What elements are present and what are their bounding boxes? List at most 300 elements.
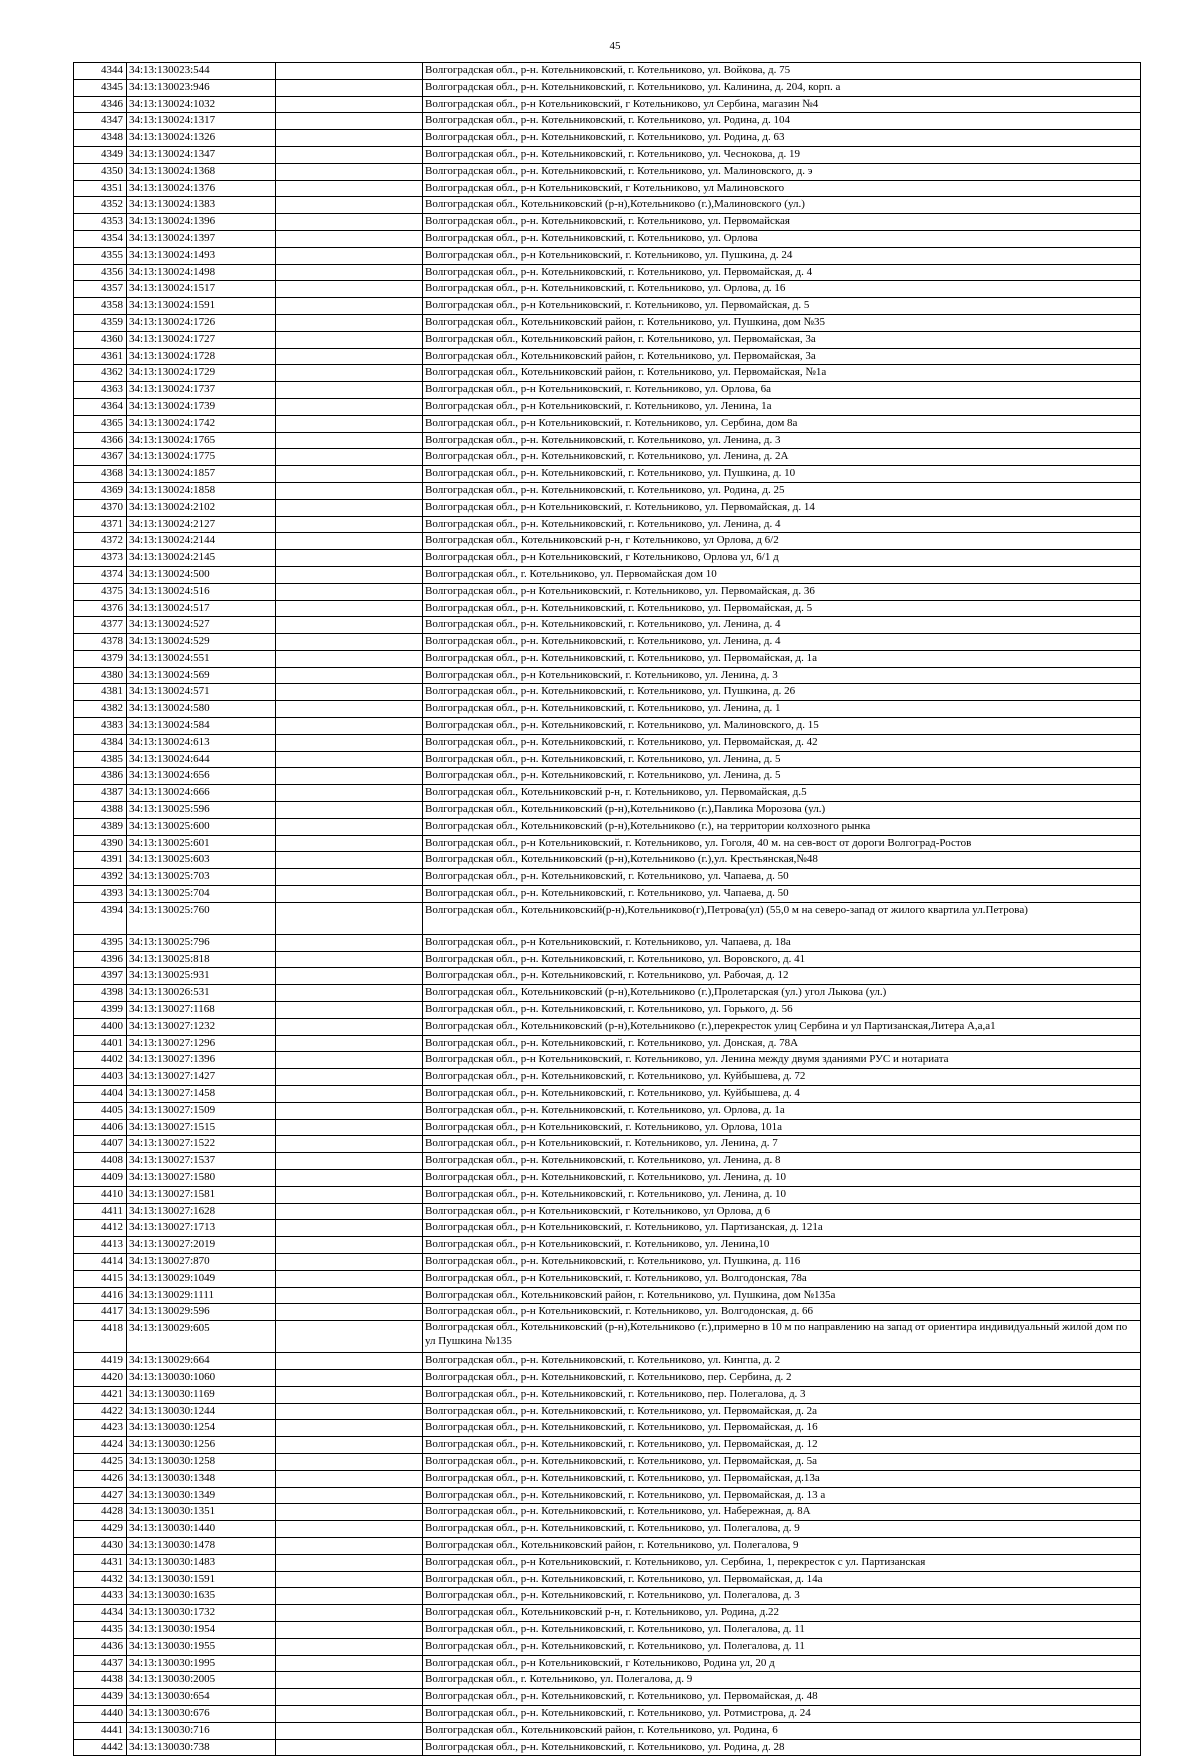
- cadastral-number: 34:13:130024:644: [127, 752, 276, 768]
- row-number: 4363: [73, 382, 127, 398]
- row-number: 4367: [73, 449, 127, 465]
- cadastral-number: 34:13:130030:1254: [127, 1420, 276, 1436]
- table-row: [73, 1555, 1141, 1572]
- address: Волгоградская обл., р-н Котельниковский, г. Котельниково, ул. Ленина,10: [423, 1237, 1141, 1253]
- cadastral-number: 34:13:130027:1581: [127, 1187, 276, 1203]
- table-row: [73, 1136, 1141, 1153]
- row-number: 4360: [73, 332, 127, 348]
- address: Волгоградская обл., р-н Котельниковский, г Котельниково, Орлова ул, 6/1 д: [423, 550, 1141, 566]
- row-number: 4368: [73, 466, 127, 482]
- empty-cell: [276, 1002, 423, 1018]
- address: Волгоградская обл., р-н Котельниковский, г. Котельниково, ул. Орлова, 101а: [423, 1120, 1141, 1136]
- address: Волгоградская обл., Котельниковский р-н, г. Котельниково, ул. Первомайская, д.5: [423, 785, 1141, 801]
- cadastral-number: 34:13:130024:529: [127, 634, 276, 650]
- table-row: [73, 1288, 1141, 1305]
- empty-cell: [276, 968, 423, 984]
- row-number: 4397: [73, 968, 127, 984]
- address: Волгоградская обл., р-н Котельниковский, г. Котельниково, ул. Ленина, 1а: [423, 399, 1141, 415]
- table-row: [73, 1052, 1141, 1069]
- address: Волгоградская обл., Котельниковский (р-н),Котельниково (г.),примерно в 10 м по направлению на запад от ориентира индивидуальный жилой дом по ул Пушкина №135: [423, 1321, 1141, 1352]
- empty-cell: [276, 382, 423, 398]
- address: Волгоградская обл., р-н. Котельниковский, г. Котельниково, ул. Донская, д. 78А: [423, 1036, 1141, 1052]
- cadastral-number: 34:13:130024:2144: [127, 533, 276, 549]
- cadastral-number: 34:13:130030:1635: [127, 1588, 276, 1604]
- table-row: [73, 1271, 1141, 1288]
- cadastral-number: 34:13:130024:666: [127, 785, 276, 801]
- table-row: [73, 147, 1141, 164]
- row-number: 4359: [73, 315, 127, 331]
- cadastral-number: 34:13:130024:1737: [127, 382, 276, 398]
- cadastral-number: 34:13:130025:596: [127, 802, 276, 818]
- cadastral-number: 34:13:130030:1348: [127, 1471, 276, 1487]
- cadastral-number: 34:13:130024:517: [127, 601, 276, 617]
- cadastral-number: 34:13:130024:1739: [127, 399, 276, 415]
- address: Волгоградская обл., р-н. Котельниковский, г. Котельниково, ул. Первомайская, д.13а: [423, 1471, 1141, 1487]
- cadastral-number: 34:13:130030:2005: [127, 1672, 276, 1688]
- address: Волгоградская обл., Котельниковский р-н, г. Котельниково, ул. Родина, д.22: [423, 1605, 1141, 1621]
- empty-cell: [276, 1622, 423, 1638]
- row-number: 4405: [73, 1103, 127, 1119]
- address: Волгоградская обл., Котельниковский (р-н),Котельниково (г.),перекресток улиц Сербина и ул Партизанская,Литера А,а,а1: [423, 1019, 1141, 1035]
- table-row: [73, 517, 1141, 534]
- table-row: [73, 281, 1141, 298]
- table-row: [73, 1170, 1141, 1187]
- cadastral-number: 34:13:130024:569: [127, 668, 276, 684]
- property-table: [73, 62, 1141, 1756]
- row-number: 4414: [73, 1254, 127, 1270]
- row-number: 4411: [73, 1204, 127, 1220]
- empty-cell: [276, 935, 423, 951]
- cadastral-number: 34:13:130030:1995: [127, 1656, 276, 1672]
- address: Волгоградская обл., р-н. Котельниковский, г. Котельниково, ул. Первомайская, д. 4: [423, 265, 1141, 281]
- address: Волгоградская обл., р-н. Котельниковский, г. Котельниково, ул. Первомайская, д. 48: [423, 1689, 1141, 1705]
- empty-cell: [276, 886, 423, 902]
- address: Волгоградская обл., р-н. Котельниковский, г. Котельниково, ул. Первомайская, д. 16: [423, 1420, 1141, 1436]
- empty-cell: [276, 1288, 423, 1304]
- table-row: [73, 852, 1141, 869]
- empty-cell: [276, 1204, 423, 1220]
- empty-cell: [276, 1404, 423, 1420]
- table-row: [73, 483, 1141, 500]
- row-number: 4385: [73, 752, 127, 768]
- cadastral-number: 34:13:130027:2019: [127, 1237, 276, 1253]
- row-number: 4425: [73, 1454, 127, 1470]
- table-row: [73, 584, 1141, 601]
- empty-cell: [276, 634, 423, 650]
- table-row: [73, 399, 1141, 416]
- address: Волгоградская обл., р-н. Котельниковский, г. Котельниково, ул. Ленина, д. 4: [423, 634, 1141, 650]
- table-row: [73, 668, 1141, 685]
- address: Волгоградская обл., г. Котельниково, ул. Первомайская дом 10: [423, 567, 1141, 583]
- empty-cell: [276, 113, 423, 129]
- row-number: 4426: [73, 1471, 127, 1487]
- page-number: 45: [0, 40, 1200, 52]
- table-row: [73, 1002, 1141, 1019]
- empty-cell: [276, 265, 423, 281]
- cadastral-number: 34:13:130027:870: [127, 1254, 276, 1270]
- empty-cell: [276, 231, 423, 247]
- cadastral-number: 34:13:130024:2102: [127, 500, 276, 516]
- address: Волгоградская обл., р-н. Котельниковский, г. Котельниково, ул. Орлова: [423, 231, 1141, 247]
- empty-cell: [276, 399, 423, 415]
- cadastral-number: 34:13:130024:2127: [127, 517, 276, 533]
- address: Волгоградская обл., Котельниковский (р-н),Котельниково (г.),Пролетарская (ул.) угол Лыкова (ул.): [423, 985, 1141, 1001]
- empty-cell: [276, 197, 423, 213]
- cadastral-number: 34:13:130024:1726: [127, 315, 276, 331]
- empty-cell: [276, 819, 423, 835]
- empty-cell: [276, 1370, 423, 1386]
- empty-cell: [276, 1437, 423, 1453]
- cadastral-number: 34:13:130030:1244: [127, 1404, 276, 1420]
- empty-cell: [276, 1387, 423, 1403]
- cadastral-number: 34:13:130024:1397: [127, 231, 276, 247]
- table-row: [73, 617, 1141, 634]
- table-row: [73, 684, 1141, 701]
- row-number: 4440: [73, 1706, 127, 1722]
- table-row: [73, 1538, 1141, 1555]
- row-number: 4393: [73, 886, 127, 902]
- row-number: 4372: [73, 533, 127, 549]
- empty-cell: [276, 1353, 423, 1369]
- empty-cell: [276, 365, 423, 381]
- row-number: 4412: [73, 1220, 127, 1236]
- address: Волгоградская обл., р-н. Котельниковский, г. Котельниково, ул. Ленина, д. 4: [423, 517, 1141, 533]
- cadastral-number: 34:13:130024:1376: [127, 181, 276, 197]
- table-row: [73, 1437, 1141, 1454]
- row-number: 4442: [73, 1740, 127, 1756]
- row-number: 4401: [73, 1036, 127, 1052]
- empty-cell: [276, 651, 423, 667]
- row-number: 4429: [73, 1521, 127, 1537]
- cadastral-number: 34:13:130030:1440: [127, 1521, 276, 1537]
- empty-cell: [276, 449, 423, 465]
- row-number: 4416: [73, 1288, 127, 1304]
- cadastral-number: 34:13:130025:931: [127, 968, 276, 984]
- empty-cell: [276, 1639, 423, 1655]
- address: Волгоградская обл., Котельниковский район, г. Котельниково, ул. Полегалова, 9: [423, 1538, 1141, 1554]
- address: Волгоградская обл., Котельниковский (р-н),Котельниково (г.),Малиновского (ул.): [423, 197, 1141, 213]
- cadastral-number: 34:13:130023:544: [127, 63, 276, 79]
- table-row: [73, 819, 1141, 836]
- table-row: [73, 1036, 1141, 1053]
- cadastral-number: 34:13:130025:760: [127, 903, 276, 934]
- address: Волгоградская обл., р-н Котельниковский, г. Котельниково, ул. Ленина, д. 7: [423, 1136, 1141, 1152]
- table-row: [73, 449, 1141, 466]
- empty-cell: [276, 718, 423, 734]
- row-number: 4374: [73, 567, 127, 583]
- empty-cell: [276, 1740, 423, 1756]
- row-number: 4355: [73, 248, 127, 264]
- address: Волгоградская обл., р-н. Котельниковский, г. Котельниково, ул. Пушкина, д. 10: [423, 466, 1141, 482]
- empty-cell: [276, 1420, 423, 1436]
- empty-cell: [276, 416, 423, 432]
- address: Волгоградская обл., Котельниковский район, г. Котельниково, ул. Родина, 6: [423, 1723, 1141, 1739]
- address: Волгоградская обл., р-н. Котельниковский, г. Котельниково, ул. Первомайская, д. 13 а: [423, 1488, 1141, 1504]
- address: Волгоградская обл., Котельниковский район, г. Котельниково, ул. Первомайская, 3а: [423, 349, 1141, 365]
- table-row: [73, 164, 1141, 181]
- table-row: [73, 1387, 1141, 1404]
- empty-cell: [276, 533, 423, 549]
- cadastral-number: 34:13:130027:1515: [127, 1120, 276, 1136]
- row-number: 4365: [73, 416, 127, 432]
- address: Волгоградская обл., р-н. Котельниковский, г. Котельниково, ул. Первомайская, д. 14а: [423, 1572, 1141, 1588]
- table-row: [73, 1204, 1141, 1221]
- address: Волгоградская обл., р-н. Котельниковский, г. Котельниково, ул. Ленина, д. 2А: [423, 449, 1141, 465]
- cadastral-number: 34:13:130024:1317: [127, 113, 276, 129]
- row-number: 4370: [73, 500, 127, 516]
- row-number: 4409: [73, 1170, 127, 1186]
- cadastral-number: 34:13:130029:1049: [127, 1271, 276, 1287]
- table-row: [73, 298, 1141, 315]
- table-row: [73, 651, 1141, 668]
- row-number: 4349: [73, 147, 127, 163]
- empty-cell: [276, 1052, 423, 1068]
- row-number: 4392: [73, 869, 127, 885]
- table-row: [73, 1220, 1141, 1237]
- address: Волгоградская обл., р-н. Котельниковский, г. Котельниково, ул. Ленина, д. 1: [423, 701, 1141, 717]
- table-row: [73, 416, 1141, 433]
- row-number: 4410: [73, 1187, 127, 1203]
- cadastral-number: 34:13:130024:656: [127, 768, 276, 784]
- cadastral-number: 34:13:130024:1493: [127, 248, 276, 264]
- row-number: 4371: [73, 517, 127, 533]
- cadastral-number: 34:13:130024:1728: [127, 349, 276, 365]
- row-number: 4400: [73, 1019, 127, 1035]
- address: Волгоградская обл., Котельниковский район, г. Котельниково, ул. Первомайская, №1а: [423, 365, 1141, 381]
- row-number: 4419: [73, 1353, 127, 1369]
- row-number: 4373: [73, 550, 127, 566]
- table-row: [73, 550, 1141, 567]
- empty-cell: [276, 735, 423, 751]
- table-row: [73, 382, 1141, 399]
- table-row: [73, 1019, 1141, 1036]
- row-number: 4395: [73, 935, 127, 951]
- empty-cell: [276, 80, 423, 96]
- empty-cell: [276, 1504, 423, 1520]
- empty-cell: [276, 668, 423, 684]
- row-number: 4439: [73, 1689, 127, 1705]
- address: Волгоградская обл., р-н. Котельниковский, г. Котельниково, ул. Войкова, д. 75: [423, 63, 1141, 79]
- row-number: 4389: [73, 819, 127, 835]
- empty-cell: [276, 349, 423, 365]
- table-row: [73, 1420, 1141, 1437]
- cadastral-number: 34:13:130025:704: [127, 886, 276, 902]
- address: Волгоградская обл., р-н. Котельниковский, г. Котельниково, ул. Чапаева, д. 50: [423, 886, 1141, 902]
- address: Волгоградская обл., р-н. Котельниковский, г. Котельниково, ул. Полегалова, д. 11: [423, 1622, 1141, 1638]
- row-number: 4348: [73, 130, 127, 146]
- row-number: 4399: [73, 1002, 127, 1018]
- address: Волгоградская обл., р-н. Котельниковский, г. Котельниково, ул. Горького, д. 56: [423, 1002, 1141, 1018]
- cadastral-number: 34:13:130027:1232: [127, 1019, 276, 1035]
- table-row: [73, 802, 1141, 819]
- cadastral-number: 34:13:130024:584: [127, 718, 276, 734]
- row-number: 4384: [73, 735, 127, 751]
- empty-cell: [276, 1321, 423, 1352]
- table-row: [73, 601, 1141, 618]
- table-row: [73, 735, 1141, 752]
- row-number: 4434: [73, 1605, 127, 1621]
- cadastral-number: 34:13:130027:1580: [127, 1170, 276, 1186]
- table-row: [73, 1471, 1141, 1488]
- cadastral-number: 34:13:130024:1326: [127, 130, 276, 146]
- table-row: [73, 365, 1141, 382]
- address: Волгоградская обл., р-н. Котельниковский, г. Котельниково, ул. Первомайская, д. 2а: [423, 1404, 1141, 1420]
- address: Волгоградская обл., р-н. Котельниковский, г. Котельниково, ул. Полегалова, д. 3: [423, 1588, 1141, 1604]
- empty-cell: [276, 952, 423, 968]
- address: Волгоградская обл., Котельниковский (р-н),Котельниково (г.),Павлика Морозова (ул.): [423, 802, 1141, 818]
- row-number: 4388: [73, 802, 127, 818]
- address: Волгоградская обл., Котельниковский р-н, г Котельниково, ул Орлова, д 6/2: [423, 533, 1141, 549]
- cadastral-number: 34:13:130024:2145: [127, 550, 276, 566]
- table-row: [73, 935, 1141, 952]
- cadastral-number: 34:13:130025:703: [127, 869, 276, 885]
- address: Волгоградская обл., Котельниковский(р-н),Котельниково(г),Петрова(ул) (55,0 м на северо-запад от жилого квартила ул.Петрова): [423, 903, 1141, 934]
- address: Волгоградская обл., р-н. Котельниковский, г. Котельниково, ул. Ленина, д. 10: [423, 1187, 1141, 1203]
- row-number: 4376: [73, 601, 127, 617]
- cadastral-number: 34:13:130024:1742: [127, 416, 276, 432]
- empty-cell: [276, 684, 423, 700]
- empty-cell: [276, 1069, 423, 1085]
- row-number: 4431: [73, 1555, 127, 1571]
- table-row: [73, 1120, 1141, 1137]
- cadastral-number: 34:13:130024:1765: [127, 433, 276, 449]
- address: Волгоградская обл., р-н. Котельниковский, г. Котельниково, ул. Куйбышева, д. 72: [423, 1069, 1141, 1085]
- address: Волгоградская обл., р-н Котельниковский, г. Котельниково, ул. Пушкина, д. 24: [423, 248, 1141, 264]
- cadastral-number: 34:13:130027:1396: [127, 1052, 276, 1068]
- address: Волгоградская обл., р-н. Котельниковский, г. Котельниково, ул. Малиновского, д. э: [423, 164, 1141, 180]
- address: Волгоградская обл., р-н. Котельниковский, г. Котельниково, ул. Родина, д. 28: [423, 1740, 1141, 1756]
- empty-cell: [276, 601, 423, 617]
- row-number: 4357: [73, 281, 127, 297]
- cadastral-number: 34:13:130027:1296: [127, 1036, 276, 1052]
- cadastral-number: 34:13:130025:601: [127, 836, 276, 852]
- address: Волгоградская обл., Котельниковский район, г. Котельниково, ул. Пушкина, дом №35: [423, 315, 1141, 331]
- cadastral-number: 34:13:130024:1775: [127, 449, 276, 465]
- row-number: 4377: [73, 617, 127, 633]
- address: Волгоградская обл., р-н Котельниковский, г. Котельниково, ул. Волгодонская, д. 66: [423, 1304, 1141, 1320]
- row-number: 4394: [73, 903, 127, 934]
- cadastral-number: 34:13:130030:1060: [127, 1370, 276, 1386]
- row-number: 4406: [73, 1120, 127, 1136]
- cadastral-number: 34:13:130029:1111: [127, 1288, 276, 1304]
- cadastral-number: 34:13:130030:1169: [127, 1387, 276, 1403]
- address: Волгоградская обл., р-н. Котельниковский, г. Котельниково, ул. Чеснокова, д. 19: [423, 147, 1141, 163]
- address: Волгоградская обл., р-н Котельниковский, г. Котельниково, ул. Первомайская, д. 36: [423, 584, 1141, 600]
- row-number: 4380: [73, 668, 127, 684]
- address: Волгоградская обл., р-н. Котельниковский, г. Котельниково, ул. Родина, д. 25: [423, 483, 1141, 499]
- address: Волгоградская обл., р-н. Котельниковский, г. Котельниково, ул. Полегалова, д. 9: [423, 1521, 1141, 1537]
- row-number: 4441: [73, 1723, 127, 1739]
- address: Волгоградская обл., р-н. Котельниковский, г. Котельниково, ул. Ленина, д. 8: [423, 1153, 1141, 1169]
- address: Волгоградская обл., р-н. Котельниковский, г. Котельниково, ул. Ленина, д. 10: [423, 1170, 1141, 1186]
- cadastral-number: 34:13:130027:1458: [127, 1086, 276, 1102]
- table-row: [73, 952, 1141, 969]
- table-row: [73, 1321, 1141, 1353]
- row-number: 4347: [73, 113, 127, 129]
- table-row: [73, 1237, 1141, 1254]
- table-row: [73, 332, 1141, 349]
- table-row: [73, 1086, 1141, 1103]
- address: Волгоградская обл., р-н. Котельниковский, г. Котельниково, ул. Пушкина, д. 26: [423, 684, 1141, 700]
- empty-cell: [276, 281, 423, 297]
- empty-cell: [276, 785, 423, 801]
- table-row: [73, 533, 1141, 550]
- address: Волгоградская обл., Котельниковский (р-н),Котельниково (г.), на территории колхозного рынка: [423, 819, 1141, 835]
- address: Волгоградская обл., р-н Котельниковский, г. Котельниково, ул. Орлова, 6а: [423, 382, 1141, 398]
- address: Волгоградская обл., р-н. Котельниковский, г. Котельниково, ул. Орлова, д. 1а: [423, 1103, 1141, 1119]
- address: Волгоградская обл., р-н. Котельниковский, г. Котельниково, пер. Полегалова, д. 3: [423, 1387, 1141, 1403]
- empty-cell: [276, 1706, 423, 1722]
- address: Волгоградская обл., Котельниковский район, г. Котельниково, ул. Пушкина, дом №135а: [423, 1288, 1141, 1304]
- cadastral-number: 34:13:130024:580: [127, 701, 276, 717]
- table-row: [73, 214, 1141, 231]
- table-row: [73, 836, 1141, 853]
- row-number: 4421: [73, 1387, 127, 1403]
- cadastral-number: 34:13:130030:1483: [127, 1555, 276, 1571]
- cadastral-number: 34:13:130027:1509: [127, 1103, 276, 1119]
- cadastral-number: 34:13:130027:1522: [127, 1136, 276, 1152]
- empty-cell: [276, 147, 423, 163]
- cadastral-number: 34:13:130024:551: [127, 651, 276, 667]
- empty-cell: [276, 869, 423, 885]
- table-row: [73, 985, 1141, 1002]
- table-row: [73, 1740, 1141, 1756]
- address: Волгоградская обл., р-н Котельниковский, г Котельниково, ул Малиновского: [423, 181, 1141, 197]
- cadastral-number: 34:13:130030:1954: [127, 1622, 276, 1638]
- empty-cell: [276, 1689, 423, 1705]
- empty-cell: [276, 466, 423, 482]
- cadastral-number: 34:13:130024:527: [127, 617, 276, 633]
- table-row: [73, 1689, 1141, 1706]
- address: Волгоградская обл., р-н. Котельниковский, г. Котельниково, ул. Пушкина, д. 116: [423, 1254, 1141, 1270]
- cadastral-number: 34:13:130024:1591: [127, 298, 276, 314]
- row-number: 4386: [73, 768, 127, 784]
- address: Волгоградская обл., р-н. Котельниковский, г. Котельниково, ул. Куйбышева, д. 4: [423, 1086, 1141, 1102]
- table-row: [73, 231, 1141, 248]
- table-row: [73, 1454, 1141, 1471]
- cadastral-number: 34:13:130030:1258: [127, 1454, 276, 1470]
- cadastral-number: 34:13:130024:613: [127, 735, 276, 751]
- address: Волгоградская обл., р-н Котельниковский, г Котельниково, ул Орлова, д 6: [423, 1204, 1141, 1220]
- address: Волгоградская обл., р-н. Котельниковский, г. Котельниково, ул. Орлова, д. 16: [423, 281, 1141, 297]
- row-number: 4403: [73, 1069, 127, 1085]
- address: Волгоградская обл., р-н Котельниковский, г. Котельниково, ул. Гоголя, 40 м. на сев-вост от дороги Волгоград-Ростов: [423, 836, 1141, 852]
- cadastral-number: 34:13:130026:531: [127, 985, 276, 1001]
- row-number: 4438: [73, 1672, 127, 1688]
- table-row: [73, 1404, 1141, 1421]
- table-row: [73, 466, 1141, 483]
- address: Волгоградская обл., р-н. Котельниковский, г. Котельниково, ул. Родина, д. 63: [423, 130, 1141, 146]
- empty-cell: [276, 483, 423, 499]
- row-number: 4433: [73, 1588, 127, 1604]
- address: Волгоградская обл., Котельниковский район, г. Котельниково, ул. Первомайская, 3а: [423, 332, 1141, 348]
- cadastral-number: 34:13:130027:1628: [127, 1204, 276, 1220]
- row-number: 4352: [73, 197, 127, 213]
- empty-cell: [276, 1672, 423, 1688]
- address: Волгоградская обл., р-н Котельниковский, г. Котельниково, ул. Первомайская, д. 14: [423, 500, 1141, 516]
- empty-cell: [276, 1019, 423, 1035]
- row-number: 4351: [73, 181, 127, 197]
- empty-cell: [276, 567, 423, 583]
- row-number: 4381: [73, 684, 127, 700]
- empty-cell: [276, 617, 423, 633]
- table-row: [73, 785, 1141, 802]
- cadastral-number: 34:13:130027:1168: [127, 1002, 276, 1018]
- row-number: 4369: [73, 483, 127, 499]
- row-number: 4387: [73, 785, 127, 801]
- table-row: [73, 1588, 1141, 1605]
- cadastral-number: 34:13:130024:1396: [127, 214, 276, 230]
